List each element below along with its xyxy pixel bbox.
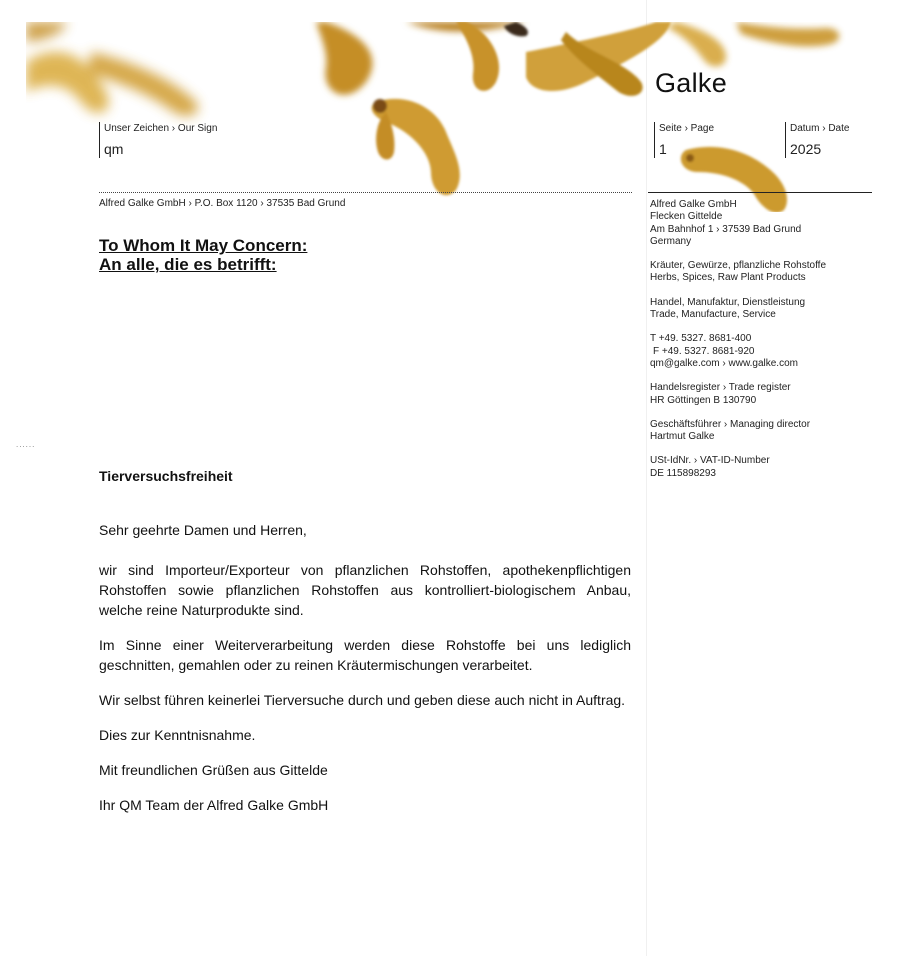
paragraph-1: wir sind Importeur/Exporteur von pflanzlichen Rohstoffen, apothekenpflichtigen Rohstoffen sowie pflanzlichen Rohstoffen aus kontrolliert-biologischem Anbau, welche reine Naturprodukte sind. <box>99 562 631 618</box>
page-number-box <box>654 122 714 158</box>
services-en: Trade, Manufacture, Service <box>650 309 776 321</box>
regards: Mit freundlichen Grüßen aus Gittelde <box>99 762 328 778</box>
signature: Ihr QM Team der Alfred Galke GmbH <box>99 797 329 813</box>
address-divider-dotted <box>99 192 632 193</box>
sender-return-address: Alfred Galke GmbH › P.O. Box 1120 › 37535 Bad Grund <box>99 198 346 209</box>
our-sign-value: qm <box>104 141 124 157</box>
register-number: HR Göttingen B 130790 <box>650 394 757 406</box>
sidebar-divider <box>648 192 872 193</box>
paragraph-2: Im Sinne einer Weiterverarbeitung werden diese Rohstoffe bei uns lediglich geschnitten, gemahlen oder zu reinen Kräutermischungen verarbeitet. <box>99 637 631 673</box>
company-contact <box>650 333 875 370</box>
date-box <box>785 122 849 158</box>
company-register <box>650 382 875 407</box>
fax-number: F +49. 5327. 8681-920 <box>653 345 755 357</box>
brand-logo-text: Galke <box>655 68 728 98</box>
letter-body <box>99 520 631 830</box>
heading-german: An alle, die es betrifft: <box>99 255 277 274</box>
services-de: Handel, Manufaktur, Dienstleistung <box>650 296 806 308</box>
company-products <box>650 260 875 285</box>
company-vat <box>650 455 875 480</box>
vat-label: USt-IdNr. › VAT-ID-Number <box>650 455 770 467</box>
phone-number: T +49. 5327. 8681-400 <box>650 333 752 345</box>
fold-mark: ...... <box>16 440 36 449</box>
paragraph-3: Wir selbst führen keinerlei Tierversuche durch und geben diese auch nicht in Auftrag. <box>99 692 626 708</box>
company-info-sidebar <box>650 199 875 492</box>
salutation: Sehr geehrte Damen und Herren, <box>99 522 307 538</box>
address-line: Germany <box>650 235 692 247</box>
products-de: Kräuter, Gewürze, pflanzliche Rohstoffe <box>650 260 827 272</box>
address-line: Am Bahnhof 1 › 37539 Bad Grund <box>650 223 802 235</box>
email-website: qm@galke.com › www.galke.com <box>650 357 798 369</box>
our-sign-label: Unser Zeichen › Our Sign <box>104 123 218 134</box>
vat-number: DE 115898293 <box>650 467 716 479</box>
date-label: Datum › Date <box>790 123 850 134</box>
heading-english: To Whom It May Concern: <box>99 236 308 255</box>
address-line: Alfred Galke GmbH <box>650 199 737 210</box>
company-address <box>650 199 875 248</box>
address-line: Flecken Gittelde <box>650 211 723 223</box>
company-director <box>650 419 875 444</box>
register-label: Handelsregister › Trade register <box>650 382 791 394</box>
products-en: Herbs, Spices, Raw Plant Products <box>650 272 806 284</box>
our-sign-box <box>99 122 217 158</box>
page-label: Seite › Page <box>659 123 715 134</box>
director-name: Hartmut Galke <box>650 431 715 443</box>
recipient-heading <box>99 236 307 274</box>
page-value: 1 <box>659 141 667 157</box>
root-banner-image <box>26 22 846 212</box>
closing-note: Dies zur Kenntnisnahme. <box>99 727 256 743</box>
letter-subject: Tierversuchsfreiheit <box>99 468 233 484</box>
date-value: 2025 <box>790 141 822 157</box>
director-label: Geschäftsführer › Managing director <box>650 418 811 430</box>
company-services <box>650 297 875 322</box>
